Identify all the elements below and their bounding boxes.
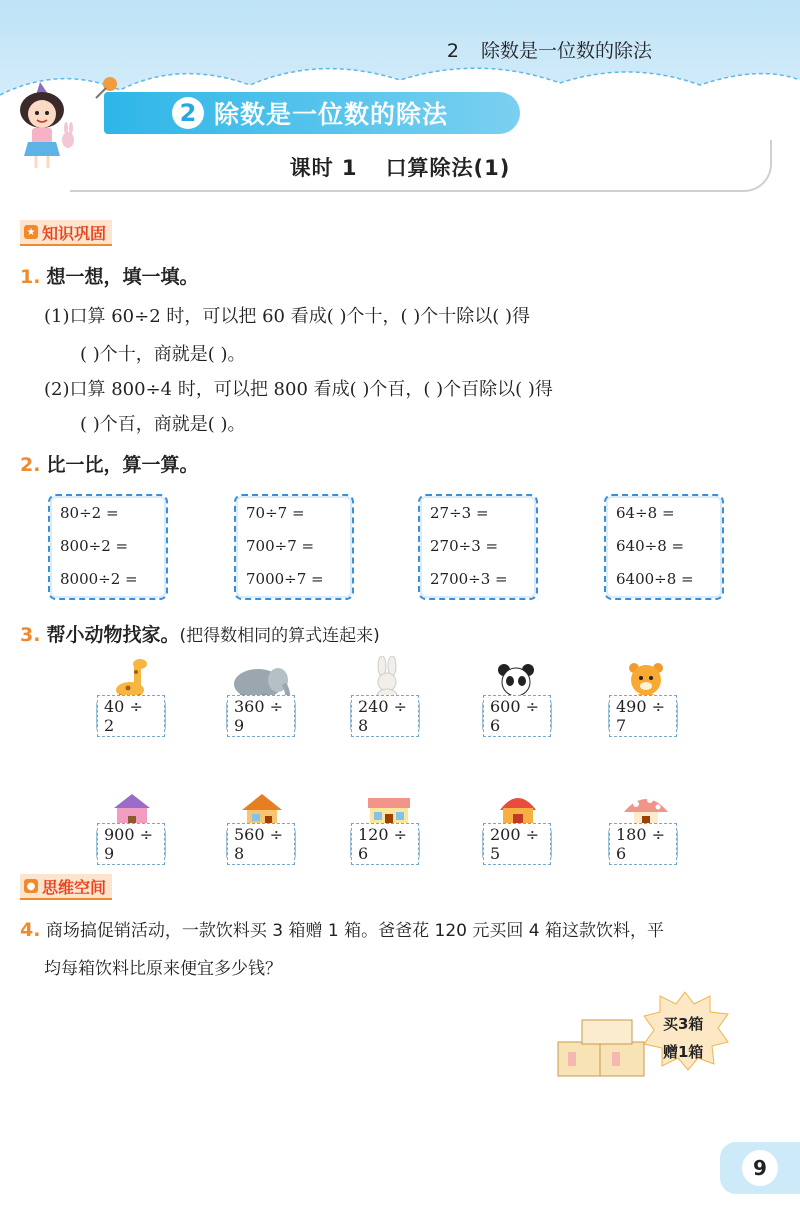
question-note: (把得数相同的算式连起来) xyxy=(179,626,380,646)
animal-expression: 600 ÷ 6 xyxy=(483,695,551,737)
calc-box xyxy=(48,494,168,600)
q1-part1-line2: ( )个十，商就是( )。 xyxy=(80,344,246,365)
lesson-banner xyxy=(104,92,520,134)
lesson-heading xyxy=(0,152,800,182)
q4-line1 xyxy=(20,916,664,941)
calc-line: 64÷8 = xyxy=(616,504,675,522)
animal-card[interactable] xyxy=(482,697,552,735)
question-1-heading xyxy=(20,262,198,289)
question-2-heading xyxy=(20,450,198,477)
calc-line: 800÷2 = xyxy=(60,537,129,555)
lesson-label: 课时 1 xyxy=(289,156,358,180)
animal-expression: 40 ÷ 2 xyxy=(97,695,165,737)
bulb-icon: ● xyxy=(24,879,38,893)
calc-line: 270÷3 = xyxy=(430,537,499,555)
lesson-title: 口算除法(1) xyxy=(385,156,511,180)
animal-card[interactable] xyxy=(608,697,678,735)
animal-expression: 490 ÷ 7 xyxy=(609,695,677,737)
chapter-number: 2 xyxy=(446,40,459,62)
calc-line: 27÷3 = xyxy=(430,504,489,522)
question-number: 1. xyxy=(20,266,41,288)
page-number: 9 xyxy=(742,1150,778,1186)
calc-line: 8000÷2 = xyxy=(60,570,138,588)
question-number: 4. xyxy=(20,919,41,941)
calc-line: 640÷8 = xyxy=(616,537,685,555)
question-number: 3. xyxy=(20,624,41,646)
q4-line2: 均每箱饮料比原来便宜多少钱？ xyxy=(44,959,282,979)
question-title: 比一比，算一算。 xyxy=(46,454,199,476)
house-card[interactable] xyxy=(350,825,420,863)
animal-expression: 240 ÷ 8 xyxy=(351,695,419,737)
promo-line2: 赠1箱 xyxy=(663,1043,704,1061)
calc-box xyxy=(604,494,724,600)
question-title: 帮小动物找家。 xyxy=(46,624,180,646)
calc-line: 700÷7 = xyxy=(246,537,315,555)
house-card[interactable] xyxy=(608,825,678,863)
chapter-title: 除数是一位数的除法 xyxy=(480,40,652,62)
animal-card[interactable] xyxy=(226,697,296,735)
calc-box xyxy=(418,494,538,600)
chapter-header xyxy=(447,36,652,63)
q1-part1-line1: (1)口算 60÷2 时，可以把 60 看成( )个十，( )个十除以( )得 xyxy=(44,306,531,327)
q1-part2-line2: ( )个百，商就是( )。 xyxy=(80,414,246,435)
q4-text-line1: 商场搞促销活动，一款饮料买 3 箱赠 1 箱。爸爸花 120 元买回 4 箱这款饮料，平 xyxy=(45,921,664,941)
calc-box xyxy=(234,494,354,600)
house-card[interactable] xyxy=(482,825,552,863)
star-icon: ★ xyxy=(24,225,38,239)
drink-boxes-icon xyxy=(556,1018,646,1078)
house-card[interactable] xyxy=(226,825,296,863)
question-3-heading xyxy=(20,620,380,647)
animal-card[interactable] xyxy=(96,697,166,735)
banner-title: 除数是一位数的除法 xyxy=(214,100,449,129)
house-expression: 180 ÷ 6 xyxy=(609,823,677,865)
calc-line: 2700÷3 = xyxy=(430,570,508,588)
page-number-tab xyxy=(720,1142,800,1194)
promo-line1: 买3箱 xyxy=(663,1015,704,1033)
calc-line: 80÷2 = xyxy=(60,504,119,522)
calc-line: 7000÷7 = xyxy=(246,570,324,588)
house-card[interactable] xyxy=(96,825,166,863)
house-expression: 560 ÷ 8 xyxy=(227,823,295,865)
house-expression: 120 ÷ 6 xyxy=(351,823,419,865)
calc-line: 6400÷8 = xyxy=(616,570,694,588)
question-number: 2. xyxy=(20,454,41,476)
q1-part2-line1: (2)口算 800÷4 时，可以把 800 看成( )个百，( )个百除以( )得 xyxy=(44,379,553,400)
section-knowledge-label: 知识巩固 xyxy=(42,223,107,243)
section-tag-thinking xyxy=(20,874,112,900)
animal-card[interactable] xyxy=(350,697,420,735)
house-expression: 200 ÷ 5 xyxy=(483,823,551,865)
question-title: 想一想，填一填。 xyxy=(46,266,199,288)
section-tag-knowledge xyxy=(20,220,112,246)
animal-expression: 360 ÷ 9 xyxy=(227,695,295,737)
house-expression: 900 ÷ 9 xyxy=(97,823,165,865)
banner-number: 2 xyxy=(172,97,204,129)
calc-line: 70÷7 = xyxy=(246,504,305,522)
section-thinking-label: 思维空间 xyxy=(42,877,107,897)
